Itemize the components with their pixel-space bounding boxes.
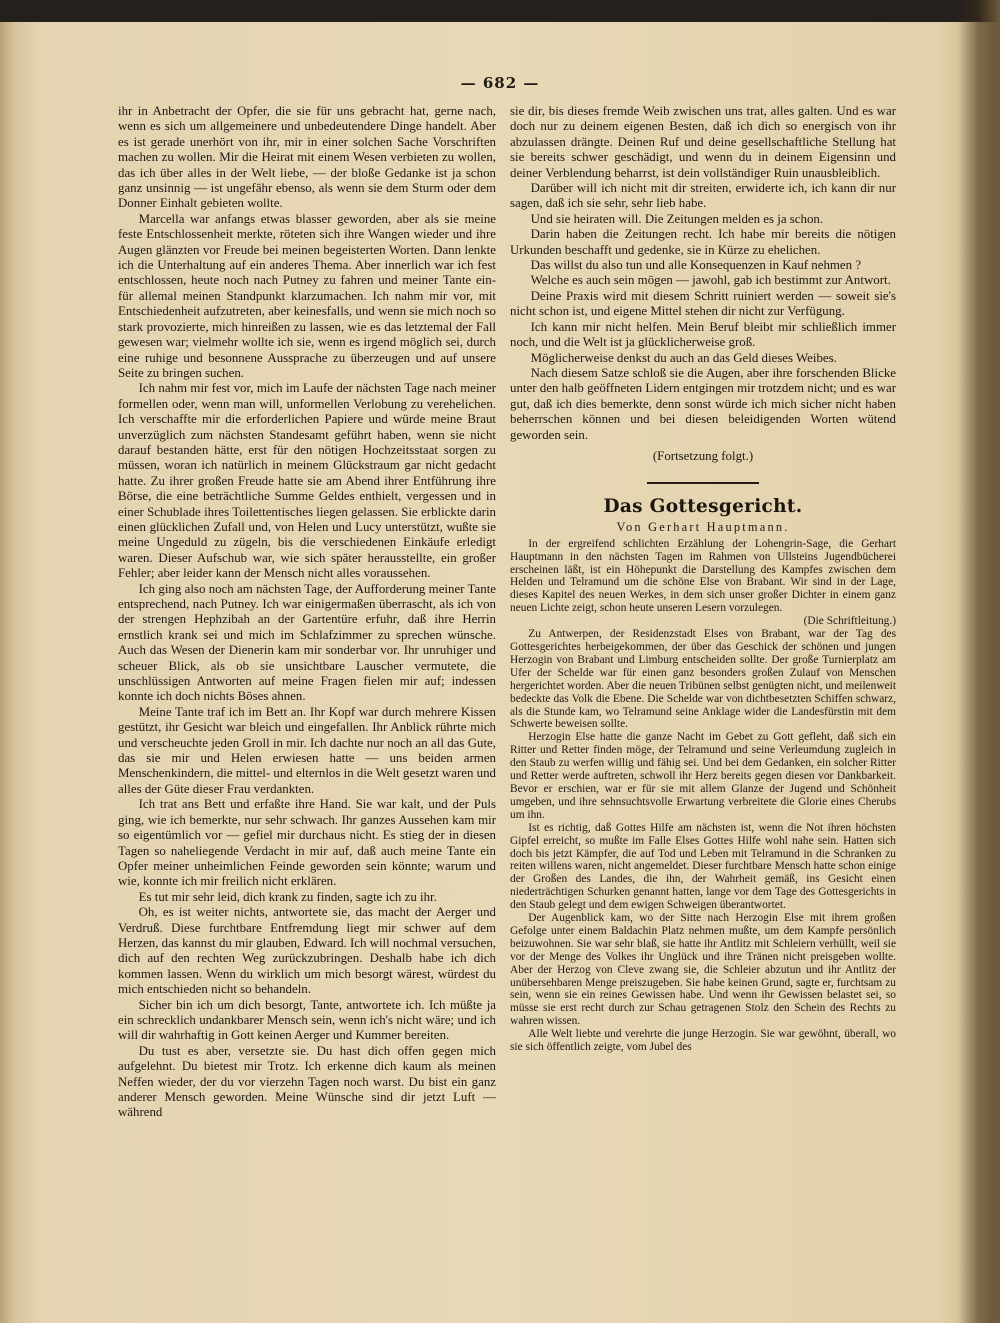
section-divider: [647, 482, 759, 484]
article-title: Das Gottesgericht.: [603, 496, 803, 518]
right-paragraph-1: sie dir, bis dieses fremde Weib zwischen uns trat, alles galten. Und es war doch nur zu deinem eigenen Besten, daß ich dich so energisch von ihr abzulassen drängte. Deinen Ruf und deine gesellschaftliche Stellung hat sie bereits schwer geschädigt, und wenn du in deinem Eigensinn und deiner Verblendung beharrst, ist dein vollständiger Ruin unausbleiblich.: [510, 104, 896, 180]
article-byline: Von Gerhart Hauptmann.: [616, 520, 790, 535]
article-body: [510, 538, 896, 1054]
left-paragraph-5: Meine Tante traf ich im Bett an. Ihr Kopf war durch mehrere Kissen gestützt, ihr Gesicht war bleich und eingefallen. Ihr Anblick rührte mich und verscheuchte jeden Groll in mir. Ich dachte nur noch an all das Gute, das sie mir und Helen erwiesen hatte — uns beiden armen Menschenkindern, die mittel- und elternlos in die Welt gesetzt waren und alles der Güte dieser Frau verdankten.: [118, 704, 496, 796]
right-paragraph-8: Ich kann mir nicht helfen. Mein Beruf bleibt mir schließlich immer noch, und die Welt ist ja glücklicherweise groß.: [510, 319, 896, 350]
left-paragraph-10: Du tust es aber, versetzte sie. Du hast dich offen gegen mich aufgelehnt. Du bietest mir Trotz. Ich erkenne dich kaum als meinen Neffen wieder, der du vor vierzehn Tagen noch warst. Du bist ein ganz anderer Mensch geworden. Meine Wünsche sind dir jetzt Luft — während: [118, 1043, 496, 1120]
left-paragraph-1: ihr in Anbetracht der Opfer, die sie für uns gebracht hat, gerne nach, wenn es sich um allgemeinere und unbedeutendere Dinge handelt. Aber es ist gerade unerhört von ihr, mir in einer solchen Sache Vorschriften machen zu wollen. Mir die Heirat mit einem Wesen verbieten zu wollen, das ich über alles in der Welt liebe, — der bloße Gedanke ist ja schon ganz unsinnig — ist ungefähr ebenso, als wenn sie dem Sturm oder dem Donner Einhalt gebieten wollte.: [118, 104, 496, 211]
left-column: [118, 104, 496, 1121]
article-intro-credit: (Die Schriftleitung.): [803, 615, 896, 628]
left-paragraph-3: Ich nahm mir fest vor, mich im Laufe der nächsten Tage nach meiner formellen oder, wenn man will, unformellen Verlobung zu verehelichen. Ich verschaffte mir die erforderlichen Papiere und würde meine Braut unverzüglich zum nächsten Standesamt geführt haben, wenn sie nicht darauf bestanden hätte, erst für den nötigen Hochzeitsstaat sorgen zu müssen, woran ich natürlich in meinem Glückstraum gar nicht gedacht hatte. Zu ihrer großen Freude hatte sie am Abend ihrer Entführung ihre Börse, die eine beträchtliche Summe Geldes enthielt, vergessen und in einer Schublade ihres Toilettentisches liegen gelassen. Sie erblickte darin einen glücklichen Zufall und, von Helen und Lucy unterstützt, wußte sie meine Ungeduld zu zügeln, bis die verschiedenen Einkäufe erledigt waren. Dieser Aufschub war, wie sich später herausstellte, ein großer Fehler; aber leider kann der Mensch nicht alles voraussehen.: [118, 381, 496, 581]
right-column: [510, 104, 896, 1054]
continuation-note: (Fortsetzung folgt.): [652, 448, 754, 463]
article-intro: In der ergreifend schlichten Erzählung der Lohengrin-Sage, die Gerhart Hauptmann in den nächsten Tagen im Rahmen von Ullsteins Jugendbücherei erscheinen läßt, ist ein Höhepunkt die Darstellung des Kampfes zwischen dem Helden und Telramund um die schöne Else von Brabant. Wir sind in der Lage, dieses Kapitel des neuen Werkes, in dem sich unser großer Dichter in einem ganz neuen Lichte zeigt, schon heute unseren Lesern vorzulegen.: [510, 537, 896, 615]
left-paragraph-7: Es tut mir sehr leid, dich krank zu finden, sagte ich zu ihr.: [138, 889, 437, 904]
left-paragraph-9: Sicher bin ich um dich besorgt, Tante, antwortete ich. Ich müßte ja ein schrecklich undankbarer Mensch sein, wenn ich's nicht wäre; und ich will dir wahrhaftig in Gott keinen Aerger und Kummer bereiten.: [118, 997, 496, 1043]
left-paragraph-8: Oh, es ist weiter nichts, antwortete sie, das macht der Aerger und Verdruß. Diese furchtbare Entfremdung liegt mir schwer auf dem Herzen, das kannst du mir glauben, Edward. Ich will nochmal versuchen, dich auf den rechten Weg zurückzubringen. Deshalb habe ich dich kommen lassen. Wenn du wirklich um mich besorgt wärest, würdest du mich entschieden nicht so behandeln.: [118, 905, 497, 997]
article-paragraph-4: Der Augenblick kam, wo der Sitte nach Herzogin Else mit ihrem großen Gefolge unter einem Baldachin Platz nehmen mußte, um dem Kampfe persönlich beizuwohnen. Sie war sehr blaß, sie hatte ihr Antlitz mit Schleiern verhüllt, weil sie vor der Menge des Volkes ihr Unglück und ihre Tränen nicht preisgeben wollte. Aber der Herzog von Cleve zwang sie, die Schleier abzutun und ihr Antlitz der unübersehbaren Menge preiszugeben. Sie habe keinen Grund, sagte er, furchtsam zu sein, wenn sie ein reines Gewissen habe. Und wenn ihr Gewissen belastet sei, so müsse sie erst recht durch zur Schau getragenen Stolz den Schein des Rechts zu wahren wissen.: [510, 912, 896, 1028]
article-paragraph-3: Ist es richtig, daß Gottes Hilfe am nächsten ist, wenn die Not ihren höchsten Gipfel erreicht, so mußte im Falle Elses Gottes Hilfe wohl nahe sein. Hatten sich doch bis jetzt Kämpfer, die auf Tod und Leben mit Telramund in die Schranken zu reiten willens waren, nicht angemeldet. Dieser furchtbare Mensch hatte schon einige der Großen des Landes, die ihn, der Wahrheit gemäß, ins Gesicht einen niederträchtigen Schurken genannt hatten, lange vor dem Tage des Gottesgerichts in den Staub gelegt und dem ewigen Schweigen überantwortet.: [510, 821, 896, 912]
left-paragraph-6: Ich trat ans Bett und erfaßte ihre Hand. Sie war kalt, und der Puls ging, wie ich bemerkte, nur sehr schwach. Ihr ganzes Aussehen kam mir so eigentümlich vor — gefiel mir durchaus nicht. Es stieg der in diesen Tagen so naheliegende Verdacht in mir auf, daß auch meine Tante ein Opfer meiner unheimlichen Feinde geworden sein könnte; warum und wie, konnte ich mir freilich nicht erklären.: [118, 797, 496, 889]
right-paragraph-2: Darüber will ich nicht mit dir streiten, erwiderte ich, ich kann dir nur sagen, daß ich sie sehr, sehr lieb habe.: [510, 181, 896, 211]
scan-top-border: [0, 0, 1000, 22]
left-paragraph-4: Ich ging also noch am nächsten Tage, der Aufforderung meiner Tante entsprechend, nach Putney. Ich war einigermaßen überrascht, als ich von der strengen Hephzibah an der Gartentüre erfuhr, daß ihre Herrin ernstlich krank sei und mich im Schlafzimmer zu sprechen wünsche. Auch das Wesen der Dienerin kam mir sonderbar vor. Ihr unruhiger und scheuer Blick, als ob sie unsichtbare Lauscher vermutete, die unschlüssigen Antworten auf meine Fragen fielen mir auf; indessen konnte ich doch nichts Böses ahnen.: [118, 581, 496, 704]
right-paragraph-10: Nach diesem Satze schloß sie die Augen, aber ihre forschenden Blicke unter den halb geöffneten Lidern entgingen mir trotzdem nicht; und es war gut, daß ich dies bemerkte, denn sonst würde ich mich sicher nicht haben beherrschen können und bei diesen beleidigenden Worten wütend geworden sein.: [510, 365, 896, 442]
right-paragraph-9: Möglicherweise denkst du auch an das Geld dieses Weibes.: [530, 350, 837, 365]
article-paragraph-5: Alle Welt liebte und verehrte die junge Herzogin. Sie war gewöhnt, überall, wo sie sich öffentlich zeigte, vom Jubel des: [510, 1028, 896, 1054]
left-paragraph-2: Marcella war anfangs etwas blasser geworden, aber als sie meine feste Entschlossenheit merkte, röteten sich ihre Wangen wieder und ihre Augen glänzten vor Freude bei meinen begeisterten Worten. Dann lenkte ich die Unterhaltung auf ein anderes Thema. Aber innerlich war ich fest entschlossen, heute noch nach Putney zu fahren und meiner Tante ein- für allemal meinen Standpunkt klarzumachen. Ich nahm mir vor, mit Entschiedenheit aufzutreten, aber keinesfalls, und wenn sie mich noch so stark provozierte, mich hinreißen zu lassen, wie es das letztemal der Fall gewesen war; vielmehr wollte ich sie, wenn es irgend möglich sei, durch eine ruhige und besonnene Aussprache zu überzeugen und auf unsere Seite zu bringen suchen.: [118, 211, 496, 380]
right-paragraph-4: Darin haben die Zeitungen recht. Ich habe mir bereits die nötigen Urkunden beschafft und gedenke, sie in Kürze zu ehelichen.: [510, 227, 896, 257]
right-paragraph-7: Deine Praxis wird mit diesem Schritt ruiniert werden — soweit sie's nicht schon ist, und eigene Mittel stehen dir nicht zur Verfügung.: [510, 288, 896, 319]
page-gutter-shadow: [958, 0, 1000, 1323]
right-paragraph-5: Das willst du also tun und alle Konsequenzen in Kauf nehmen ?: [530, 258, 862, 273]
page-number: — 682 —: [460, 74, 540, 92]
right-paragraph-3: Und sie heiraten will. Die Zeitungen melden es ja schon.: [530, 211, 824, 226]
right-paragraph-6: Welche es auch sein mögen — jawohl, gab ich bestimmt zur Antwort.: [530, 273, 891, 288]
article-paragraph-1: Zu Antwerpen, der Residenzstadt Elses von Brabant, war der Tag des Gottesgerichtes herbeigekommen, der über das Geschick der schönen und jungen Herzogin von Brabant und Limburg entscheiden sollte. Der große Turnierplatz am Ufer der Schelde war für einen ganz besonders großen Zulauf von Menschen hergerichtet worden. Aber die neuen Tribünen selbst genügten nicht, und meilenweit bedeckte das Volk die Ebene. Die Schelde war von dichtbesetzten Schiffen schwarz, als die Stunde kam, wo Telramund seine Anklage wider die Landesfürstin mit dem Schwerte beweisen sollte.: [510, 628, 896, 731]
article-paragraph-2: Herzogin Else hatte die ganze Nacht im Gebet zu Gott gefleht, daß sich ein Ritter und Retter finden möge, der Telramund und seine Verleumdung zugleich in den Staub zu werfen willig und fähig sei. Und bei dem Gedanken, ein solcher Ritter und Retter werde auftreten, schwoll ihr Herz bereits gegen diesen vor Dankbarkeit. Bevor er erschien, war er für sie mit allem Glanze der Jugend und Schönheit umgeben, und ihre sehnsuchtsvolle Erwartung verbreitete die Glorie eines Cherubs um ihn.: [510, 731, 896, 821]
